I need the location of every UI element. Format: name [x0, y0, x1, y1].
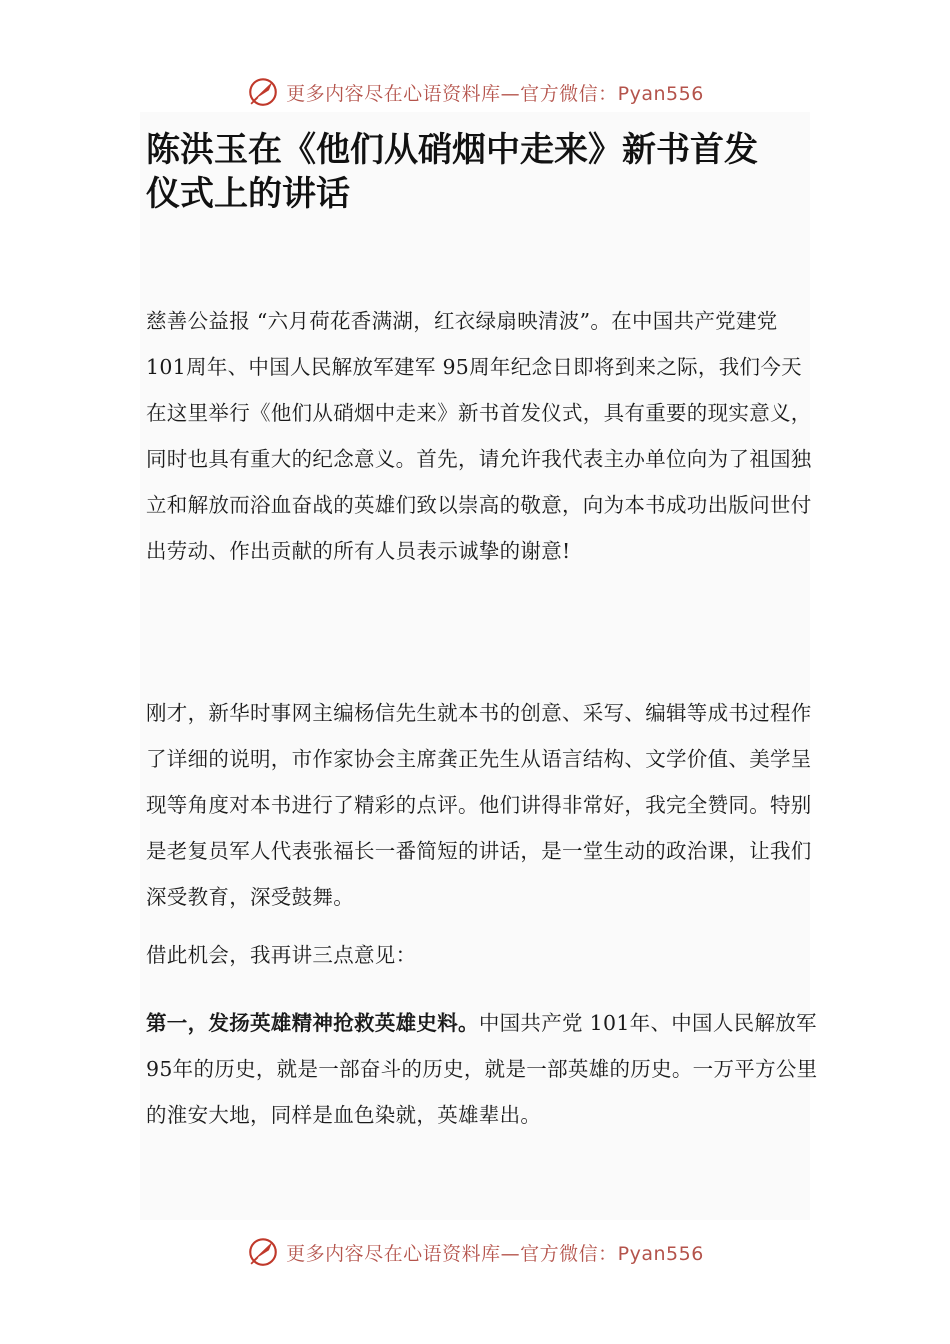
quill-pen-logo-icon — [246, 75, 280, 109]
paragraph-1: 慈善公益报 “六月荷花香满湖，红衣绿扇映清波”。在中国共产党建党 101周年、中国人民解放军建军 95周年纪念日即将到来之际，我们今天在这里举行《他们从硝烟中走来》新书首发仪式，具有重要的现实意义，同时也具有重大的纪念意义。首先，请允许我代表主办单位向为了祖国独立和解放而浴血奋战的英雄们致以崇高的敬意，向为本书成功出版问世付出劳动、作出贡献的所有人员表示诚挚的谢意! — [146, 309, 812, 563]
header-banner — [0, 72, 950, 112]
footer-banner-text: 更多内容尽在心语资料库—官方微信：Pyan556 — [286, 1242, 704, 1265]
document-title: 陈洪玉在《他们从硝烟中走来》新书首发仪式上的讲话 — [146, 130, 758, 214]
paragraph-3: 借此机会，我再讲三点意见： — [146, 943, 417, 967]
footer-banner — [0, 1232, 950, 1272]
paragraph-4-lead: 第一，发扬英雄精神抢救英雄史料。 — [146, 1011, 479, 1035]
paragraph-4-body: 中国共产党 101年、中国人民解放军 95年的历史，就是一部奋斗的历史，就是一部英雄的历史。一万平方公里的淮安大地，同样是血色染就，英雄辈出。 — [146, 1011, 818, 1127]
paragraph-2: 刚才，新华时事网主编杨信先生就本书的创意、采写、编辑等成书过程作了详细的说明，市作家协会主席龚正先生从语言结构、文学价值、美学呈现等角度对本书进行了精彩的点评。他们讲得非常好，我完全赞同。特别是老复员军人代表张福长一番简短的讲话，是一堂生动的政治课，让我们深受教育，深受鼓舞。 — [146, 701, 812, 909]
header-banner-text: 更多内容尽在心语资料库—官方微信：Pyan556 — [286, 82, 704, 105]
quill-pen-logo-icon — [246, 1235, 280, 1269]
paragraph-4 — [146, 1000, 822, 1138]
